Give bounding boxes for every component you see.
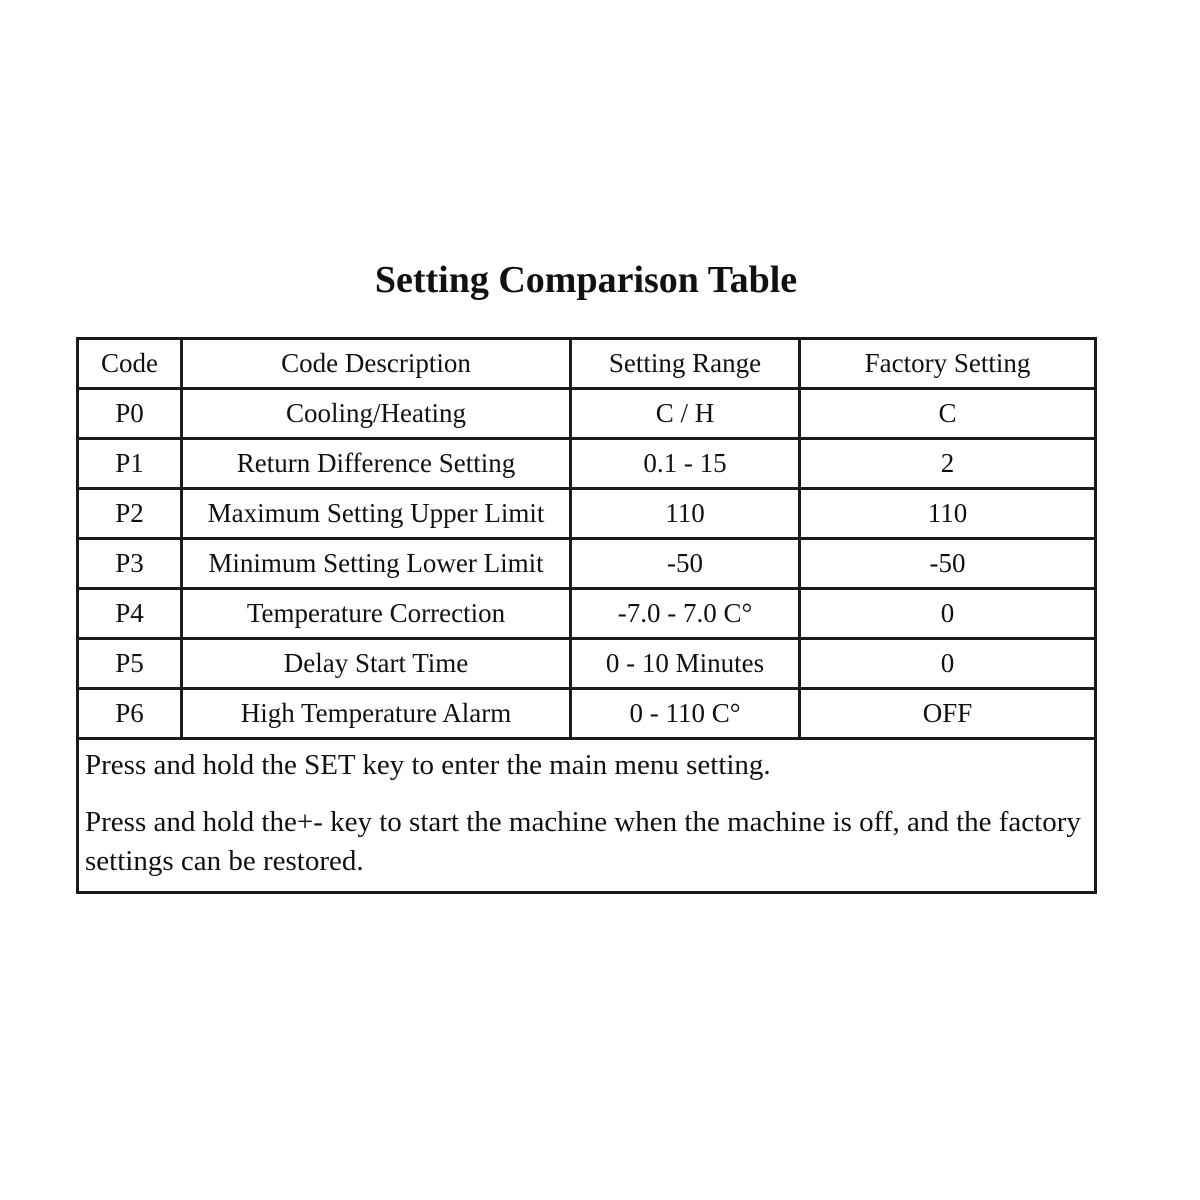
cell-description: Delay Start Time — [182, 639, 571, 689]
cell-range: 0 - 110 C° — [571, 689, 800, 739]
cell-code: P1 — [78, 439, 182, 489]
cell-description: Return Difference Setting — [182, 439, 571, 489]
cell-range: -50 — [571, 539, 800, 589]
cell-description: Cooling/Heating — [182, 389, 571, 439]
header-factory-setting: Factory Setting — [800, 339, 1096, 389]
page-title: Setting Comparison Table — [374, 259, 798, 301]
cell-factory: OFF — [800, 689, 1096, 739]
cell-factory: 0 — [800, 589, 1096, 639]
header-code: Code — [78, 339, 182, 389]
cell-factory: 110 — [800, 489, 1096, 539]
table-row — [78, 589, 1096, 639]
table-row — [78, 389, 1096, 439]
settings-table — [76, 337, 1097, 894]
cell-code: P3 — [78, 539, 182, 589]
cell-factory: 2 — [800, 439, 1096, 489]
cell-code: P2 — [78, 489, 182, 539]
table-row — [78, 539, 1096, 589]
cell-range: 0.1 - 15 — [571, 439, 800, 489]
cell-description: Minimum Setting Lower Limit — [182, 539, 571, 589]
notes-row — [78, 739, 1096, 893]
cell-range: C / H — [571, 389, 800, 439]
cell-description: Maximum Setting Upper Limit — [182, 489, 571, 539]
cell-factory: -50 — [800, 539, 1096, 589]
cell-range: -7.0 - 7.0 C° — [571, 589, 800, 639]
cell-range: 110 — [571, 489, 800, 539]
cell-description: Temperature Correction — [182, 589, 571, 639]
note-restore-factory: Press and hold the+- key to start the machine when the machine is off, and the factory settings can be restored. — [85, 806, 1081, 877]
cell-code: P0 — [78, 389, 182, 439]
header-code-description: Code Description — [182, 339, 571, 389]
cell-code: P6 — [78, 689, 182, 739]
header-setting-range: Setting Range — [571, 339, 800, 389]
table-row — [78, 489, 1096, 539]
cell-code: P5 — [78, 639, 182, 689]
table-row — [78, 639, 1096, 689]
notes-cell — [78, 739, 1096, 893]
table-header-row — [78, 339, 1096, 389]
note-enter-menu: Press and hold the SET key to enter the main menu setting. — [85, 749, 771, 781]
cell-code: P4 — [78, 589, 182, 639]
cell-description: High Temperature Alarm — [182, 689, 571, 739]
cell-factory: 0 — [800, 639, 1096, 689]
cell-range: 0 - 10 Minutes — [571, 639, 800, 689]
cell-factory: C — [800, 389, 1096, 439]
table-row — [78, 689, 1096, 739]
table-row — [78, 439, 1096, 489]
